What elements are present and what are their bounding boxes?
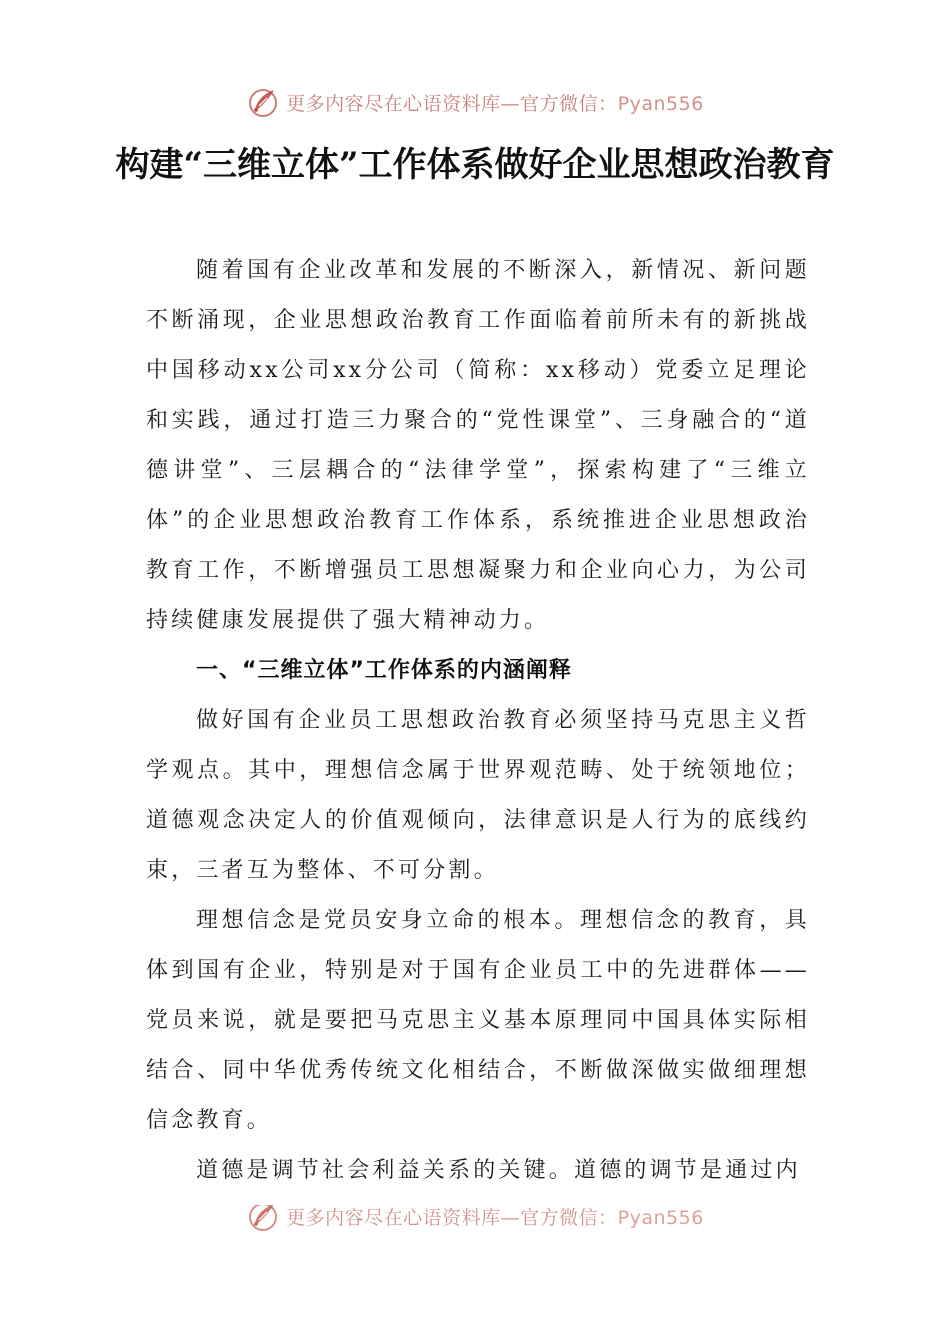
paragraph: 理想信念是党员安身立命的根本。理想信念的教育，具体到国有企业，特别是对于国有企业员工中的先进群体——党员来说，就是要把马克思主义基本原理同中国具体实际相结合、同中华优秀传统文化相结合，不断做深做实做细理想信念教育。 [146, 908, 810, 1133]
document-title: 构建“三维立体”工作体系做好企业思想政治教育 [115, 145, 835, 185]
pen-logo-icon [246, 85, 280, 119]
footer-watermark [0, 1205, 950, 1239]
watermark-text: 更多内容尽在心语资料库—官方微信：Pyan556 [286, 1206, 704, 1229]
pen-logo-icon [246, 1205, 280, 1233]
paragraph: 随着国有企业改革和发展的不断深入，新情况、新问题不断涌现，企业思想政治教育工作面临着前所未有的新挑战中国移动xx公司xx分公司（简称：xx移动）党委立足理论和实践，通过打造三力聚合的“党性课堂”、三身融合的“道德讲堂”、三层耦合的“法律学堂”，探索构建了“三维立体”的企业思想政治教育工作体系，系统推进企业思想政治教育工作，不断增强员工思想凝聚力和企业向心力，为公司持续健康发展提供了强大精神动力。 [146, 258, 810, 633]
paragraph: 做好国有企业员工思想政治教育必须坚持马克思主义哲学观点。其中，理想信念属于世界观范畴、处于统领地位；道德观念决定人的价值观倾向，法律意识是人行为的底线约束，三者互为整体、不可分割。 [146, 708, 810, 883]
paragraph: 道德是调节社会利益关系的关键。道德的调节是通过内 [196, 1158, 801, 1183]
watermark-text: 更多内容尽在心语资料库—官方微信：Pyan556 [286, 92, 704, 115]
header-watermark [0, 82, 950, 122]
document-body [146, 246, 810, 1196]
watermark-wechat-id: Pyan556 [617, 92, 704, 115]
watermark-wechat-id: Pyan556 [617, 1206, 704, 1229]
section-heading: 一、“三维立体”工作体系的内涵阐释 [196, 658, 572, 683]
